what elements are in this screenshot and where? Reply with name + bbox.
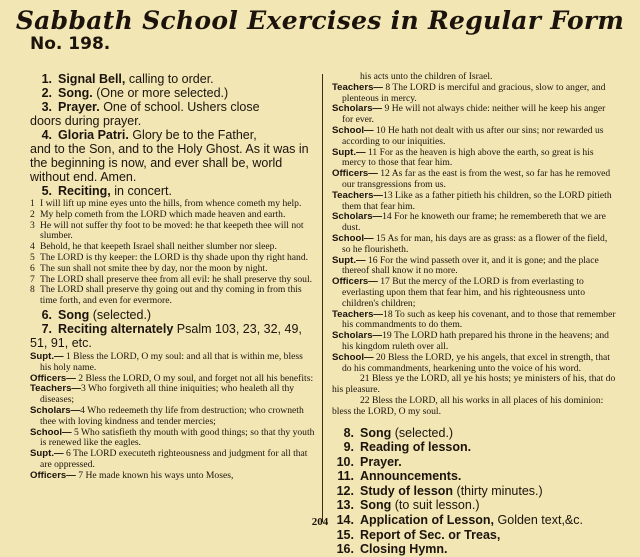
speaker-label: School—: [332, 232, 374, 244]
item-number: 4.: [41, 128, 52, 142]
response-text: 20 Bless the LORD, ye his angels, that excel in strength, that do his commandments, hearkening unto the voice of his word.: [342, 351, 610, 374]
verse-text: I will lift up mine eyes unto the hills, from whence cometh my help.: [40, 198, 302, 209]
exercise-number: No. 198.: [30, 34, 111, 54]
speaker-label: Officers—: [332, 276, 378, 288]
item-number: 15.: [336, 527, 354, 542]
psalm-verse: [30, 221, 315, 243]
speaker-label: Scholars—: [30, 404, 81, 416]
response-line: [332, 169, 617, 191]
item-number: 5.: [41, 184, 52, 198]
item-label: Study of lesson: [360, 483, 454, 498]
psalm-verse: [30, 285, 315, 307]
item-number: 14.: [336, 513, 354, 528]
item-text: (selected.): [89, 307, 152, 322]
response-line: [332, 191, 617, 213]
speaker-label: Teachers—: [332, 189, 384, 201]
response-line: [332, 256, 617, 278]
item-label: Closing Hymn.: [360, 542, 448, 557]
responsive-reading-left: [30, 352, 315, 482]
item-number: 11.: [337, 469, 354, 484]
item-number: 10.: [336, 454, 354, 469]
psalm-121-verses: [30, 199, 315, 307]
item-text: Glory be to the Father,: [128, 128, 257, 142]
response-text: 3 Who forgiveth all thine iniquities; who healeth all thy diseases;: [40, 383, 295, 406]
speaker-label: School—: [332, 124, 374, 136]
item-label: Prayer.: [360, 454, 402, 469]
verse-text: The sun shall not smite thee by day, nor the moon by night.: [40, 262, 268, 274]
response-text: 10 He hath not dealt with us after our sins; nor rewarded us according to our iniquities.: [342, 124, 604, 147]
program-item: [332, 426, 617, 441]
item-text: Golden text,&c.: [494, 513, 583, 528]
item-text: in concert.: [110, 184, 172, 198]
speaker-label: Scholars—: [332, 211, 383, 223]
item-number: 7.: [41, 321, 52, 336]
item-number: 3.: [41, 100, 52, 114]
item-text: (to suit lesson.): [391, 498, 480, 513]
response-text: 16 For the wind passeth over it, and it is gone; and the place thereof shall know it no more.: [342, 254, 599, 277]
response-text: 1 Bless the LORD, O my soul: and all that is within me, bless his holy name.: [40, 350, 303, 373]
response-text: 6 The LORD executeth righteousness and judgment for all that are oppressed.: [40, 448, 308, 470]
program-item: [332, 542, 617, 557]
response-text: 8 The LORD is merciful and gracious, slow to anger, and plenteous in mercy.: [342, 81, 606, 104]
verse-number: 4: [30, 241, 35, 253]
program-item: [332, 440, 617, 455]
response-line: [332, 148, 617, 170]
response-line: [30, 384, 315, 406]
speaker-label: Teachers—: [332, 81, 384, 93]
item-label: Song: [360, 498, 392, 513]
column-divider: [322, 74, 323, 522]
item-label: Application of Lesson,: [360, 513, 495, 528]
item-label: Gloria Patri.: [58, 128, 129, 142]
speaker-label: Supt.—: [30, 350, 64, 362]
speaker-label: Officers—: [30, 469, 76, 481]
left-column: [30, 72, 315, 482]
speaker-label: Supt.—: [30, 448, 64, 460]
verse-text: The LORD is thy keeper: the LORD is thy shade upon thy right hand.: [40, 251, 309, 263]
verse-text: Behold, he that keepeth Israel shall neither slumber nor sleep.: [40, 241, 277, 253]
item-label: Announcements.: [360, 469, 462, 484]
item-label: Reciting alternately: [58, 321, 174, 336]
verse-number: 3: [30, 219, 35, 231]
response-line: [332, 310, 617, 332]
program-item: [332, 528, 617, 543]
verse-number: 8: [30, 284, 35, 296]
item-continuation: doors during prayer.: [30, 114, 142, 128]
item-label: Reciting,: [58, 184, 111, 198]
verse-text: My help cometh from the LORD which made heaven and earth.: [40, 208, 286, 220]
verse-number: 5: [30, 251, 35, 263]
verse-text: He will not suffer thy foot to be moved: he that keepeth thee will not slumber.: [40, 219, 304, 242]
item-label: Report of Sec. or Treas,: [360, 527, 501, 542]
speaker-label: Scholars—: [332, 103, 383, 115]
program-item: [30, 100, 315, 114]
item-label: Prayer.: [58, 100, 100, 114]
verse-text: The LORD shall preserve thy going out and thy coming in from this time forth, and even for evermore.: [40, 284, 302, 307]
item-text: calling to order.: [125, 72, 214, 86]
response-text: 11 For as the heaven is high above the earth, so great is his mercy to those that fear him.: [342, 146, 594, 169]
response-line: [30, 352, 315, 374]
item-label: Signal Bell,: [58, 72, 126, 86]
response-line: [332, 212, 617, 234]
response-line: [30, 406, 315, 428]
response-text: 9 He will not always chide: neither will he keep his anger for ever.: [342, 103, 606, 126]
verse-number: 7: [30, 273, 35, 285]
right-column: [332, 72, 617, 557]
program-items-1-5: [30, 72, 315, 198]
speaker-label: Teachers—: [332, 308, 384, 320]
response-text: 19 The LORD hath prepared his throne in the heavens; and his kingdom ruleth over all.: [342, 330, 609, 352]
item-continuation: and to the Son, and to the Holy Ghost. As it was in the beginning is now, and ever shall be, world without end. Amen.: [30, 142, 309, 184]
responsive-reading-right: [332, 83, 617, 375]
response-line: [332, 126, 617, 148]
item-number: 16.: [336, 542, 354, 557]
item-text: One of school. Ushers close: [99, 100, 260, 114]
program-item: [332, 469, 617, 484]
speaker-label: Scholars—: [332, 330, 383, 342]
response-text: 5 Who satisfieth thy mouth with good things; so that thy youth is renewed like the eagles.: [40, 426, 315, 449]
item-number: 6.: [41, 307, 52, 322]
closing-verses: [332, 374, 617, 417]
response-text: 15 As for man, his days are as grass: as a flower of the field, so he flourisheth.: [342, 232, 608, 255]
speaker-label: Supt.—: [332, 146, 366, 158]
program-item: [332, 455, 617, 470]
program-item: [332, 484, 617, 499]
item-label: Song: [360, 425, 392, 440]
item-label: Song: [58, 307, 90, 322]
item-number: 2.: [41, 86, 52, 100]
verse-number: 6: [30, 262, 35, 274]
page-title: Sabbath School Exercises in Regular Form: [15, 6, 625, 35]
speaker-label: Officers—: [30, 372, 76, 384]
item-label: Reading of lesson.: [360, 440, 472, 455]
speaker-label: Teachers—: [30, 383, 82, 395]
closing-verse: 21 Bless ye the LORD, all ye his hosts; ye ministers of his, that do his pleasure.: [332, 373, 616, 396]
program-items-8-16: [332, 426, 617, 557]
verse-number: 1: [30, 198, 35, 209]
response-line: [332, 353, 617, 375]
response-text: 18 To such as keep his covenant, and to those that remember his commandments to do them.: [342, 308, 616, 331]
verse-text: The LORD shall preserve thee from all evil: he shall preserve thy soul.: [40, 273, 313, 285]
response-line: [332, 331, 617, 353]
response-line: [30, 428, 315, 450]
response-text: 14 For he knoweth our frame; he remembereth that we are dust.: [342, 211, 606, 234]
response-line: [332, 277, 617, 309]
response-text: 4 Who redeemeth thy life from destruction; who crowneth thee with loving kindness and tender mercies;: [40, 404, 304, 427]
item-text: (selected.): [391, 425, 454, 440]
response-line: [30, 449, 315, 471]
response-line: [332, 83, 617, 105]
response-text: 13 Like as a father pitieth his children, so the LORD pitieth them that fear him.: [342, 189, 612, 212]
item-text: Psalm 103, 23, 32, 49, 51, 91, etc.: [30, 321, 302, 350]
item-text: (One or more selected.): [92, 86, 229, 100]
program-item: [30, 72, 315, 86]
verse-number: 2: [30, 208, 35, 220]
program-item-6: [30, 308, 315, 322]
item-number: 9.: [343, 440, 354, 455]
continuation-line: his acts unto the children of Israel.: [360, 71, 493, 82]
response-text: 2 Bless the LORD, O my soul, and forget not all his benefits:: [75, 372, 314, 384]
response-text: 17 But the mercy of the LORD is from everlasting to everlasting upon them that fear him, and his righteousness unto children's children;: [342, 276, 585, 309]
speaker-label: School—: [332, 351, 374, 363]
response-text: 12 As far as the east is from the west, so far has he removed our transgressions from us.: [342, 168, 611, 190]
speaker-label: Officers—: [332, 168, 378, 180]
item-label: Song.: [58, 86, 93, 100]
program-item: [30, 184, 315, 198]
response-line: [332, 104, 617, 126]
item-number: 13.: [336, 498, 354, 513]
item-number: 12.: [336, 483, 354, 498]
item-text: (thirty minutes.): [453, 483, 543, 498]
program-item-7: [30, 322, 315, 350]
speaker-label: Supt.—: [332, 254, 366, 266]
item-number: 1.: [41, 72, 52, 86]
program-item: [332, 498, 617, 513]
item-number: 8.: [343, 425, 354, 440]
response-line: [332, 234, 617, 256]
program-item: [30, 86, 315, 100]
response-text: 7 He made known his ways unto Moses,: [75, 469, 234, 481]
response-line: [30, 471, 315, 482]
closing-verse: 22 Bless the LORD, all his works in all places of his dominion: bless the LORD, O my soul.: [332, 394, 604, 417]
page-number: 204: [311, 516, 329, 528]
speaker-label: School—: [30, 426, 72, 438]
program-item: [30, 128, 315, 142]
